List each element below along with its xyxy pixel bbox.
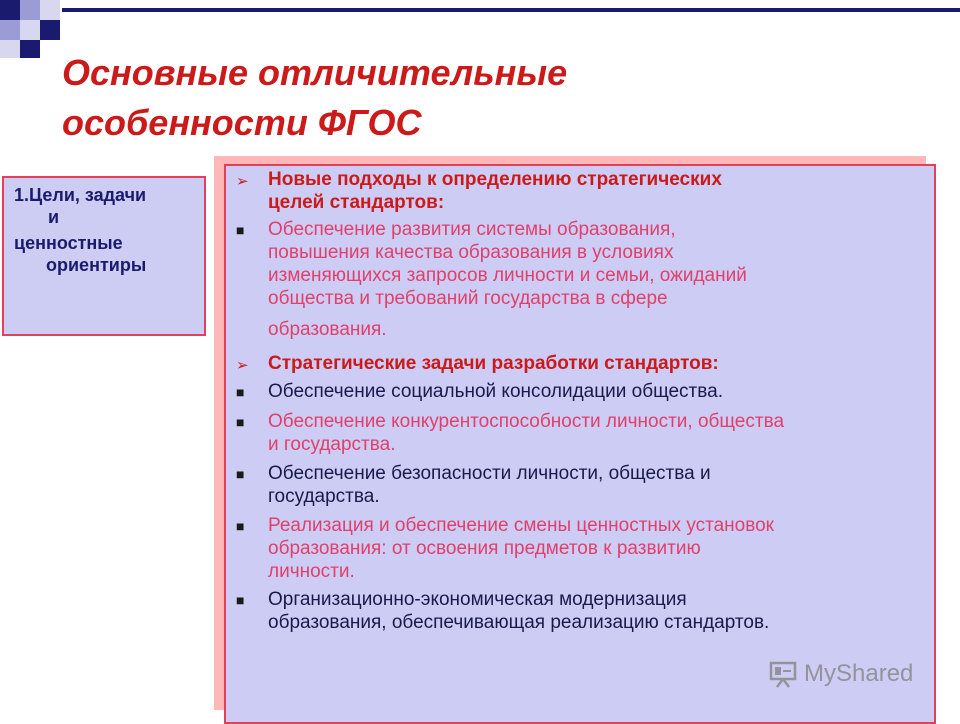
list-item-line: изменяющихся запросов личности и семьи, ожиданий <box>268 265 747 286</box>
square-bullet-icon: ■ <box>236 592 245 608</box>
list-item-line: Обеспечение безопасности личности, общества и <box>268 463 711 484</box>
list-item-line: личности. <box>268 561 355 582</box>
list-item-consolidation: Обеспечение социальной консолидации общества. <box>268 381 723 402</box>
list-item-line: образования, обеспечивающая реализацию стандартов. <box>268 612 770 633</box>
slide-title <box>62 48 822 148</box>
topic-line-3: ценностные <box>14 233 123 253</box>
list-item-competitiveness <box>268 410 928 456</box>
list-item-line: Организационно-экономическая модернизация <box>268 589 687 610</box>
list-item-line: Обеспечение конкурентоспособности личности, общества <box>268 411 785 432</box>
watermark-text: MyShared <box>804 660 914 687</box>
list-item-line: образования: от освоения предметов к развитию <box>268 538 701 559</box>
topic-line-4: ориентиры <box>46 255 147 275</box>
square-bullet-icon: ■ <box>236 518 245 534</box>
list-item-line: общества и требований государства в сфере <box>268 288 668 309</box>
list-item-modernization <box>268 588 928 634</box>
square-bullet-icon: ■ <box>236 222 245 238</box>
slide-title-line-1: Основные отличительные <box>62 52 568 93</box>
topic-line-1: 1.Цели, задачи <box>14 185 147 205</box>
arrow-bullet-icon: ➢ <box>236 173 249 190</box>
watermark-logo <box>768 656 913 692</box>
list-item-line: государства. <box>268 486 380 507</box>
square-bullet-icon: ■ <box>236 384 245 400</box>
slide-title-line-2: особенности ФГОС <box>62 102 422 143</box>
topic-box <box>2 176 206 336</box>
list-item-line: Обеспечение развития системы образования, <box>268 219 676 240</box>
list-item-line: и государства. <box>268 434 396 455</box>
arrow-bullet-icon: ➢ <box>236 357 249 374</box>
list-item-values-change <box>268 514 928 583</box>
square-bullet-icon: ■ <box>236 414 245 430</box>
list-item-line: повышения качества образования в условиях <box>268 242 674 263</box>
heading-strategic-goals-line-1: Новые подходы к определению стратегических <box>268 169 722 190</box>
list-item-line: Реализация и обеспечение смены ценностных установок <box>268 515 774 536</box>
projector-screen-icon <box>768 659 798 689</box>
list-item-line: образования. <box>268 319 387 340</box>
heading-strategic-tasks: Стратегические задачи разработки стандартов: <box>268 353 719 374</box>
heading-strategic-goals-line-2: целей стандартов: <box>268 192 445 213</box>
heading-strategic-goals <box>268 168 928 214</box>
topic-line-2: и <box>48 207 60 227</box>
list-item-development <box>268 218 928 341</box>
top-divider-line <box>62 8 960 12</box>
list-item-security <box>268 462 928 508</box>
square-bullet-icon: ■ <box>236 466 245 482</box>
